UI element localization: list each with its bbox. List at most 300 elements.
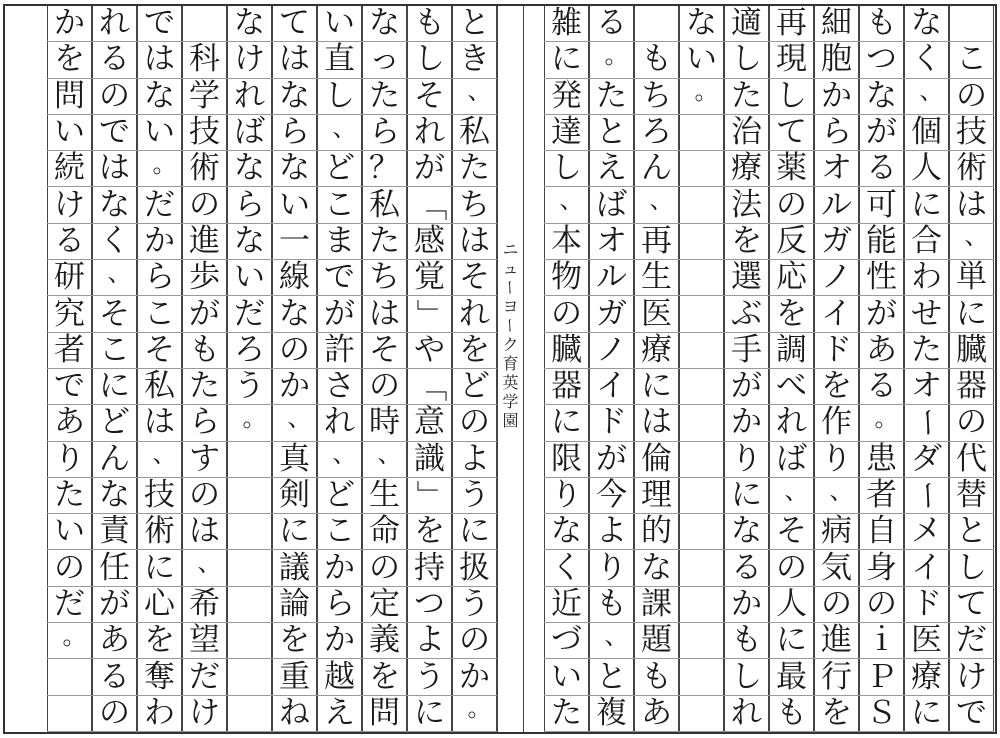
character-cell: し <box>949 551 994 587</box>
character-cell: 臓 <box>949 333 994 369</box>
character-cell: ち <box>362 260 407 296</box>
character-cell: 課 <box>634 587 679 623</box>
character-cell: の <box>949 79 994 115</box>
character-cell: れ <box>227 79 272 115</box>
character-cell: た <box>362 79 407 115</box>
character-cell: 直 <box>317 42 362 78</box>
character-cell: が <box>317 296 362 332</box>
character-cell: が <box>407 151 452 187</box>
character-cell: に <box>272 514 317 550</box>
character-cell: 命 <box>362 514 407 550</box>
character-cell: 作 <box>814 405 859 441</box>
character-cell: ら <box>227 188 272 224</box>
character-cell: 義 <box>362 623 407 659</box>
character-cell: 感 <box>407 224 452 260</box>
character-cell: か <box>272 369 317 405</box>
character-cell: 」 <box>407 478 452 514</box>
character-cell: の <box>92 79 137 115</box>
character-cell: 、 <box>182 551 227 587</box>
character-cell: る <box>92 42 137 78</box>
character-cell: 剣 <box>272 478 317 514</box>
character-cell: の <box>859 587 904 623</box>
character-cell: わ <box>904 260 949 296</box>
character-cell: ど <box>317 151 362 187</box>
character-cell: た <box>452 151 497 187</box>
character-cell: 今 <box>589 478 634 514</box>
character-cell: し <box>724 42 769 78</box>
character-cell: り <box>589 551 634 587</box>
character-cell: の <box>182 478 227 514</box>
character-cell: オ <box>904 369 949 405</box>
character-cell: 雑 <box>544 6 589 42</box>
character-cell <box>949 6 994 42</box>
character-cell <box>227 478 272 514</box>
character-cell: 覚 <box>407 260 452 296</box>
character-cell: 術 <box>137 514 182 550</box>
character-cell: 的 <box>634 514 679 550</box>
character-cell: 療 <box>634 333 679 369</box>
character-cell: 最 <box>769 659 814 695</box>
character-cell: ド <box>814 333 859 369</box>
character-cell: 者 <box>47 333 92 369</box>
character-cell: ん <box>634 151 679 187</box>
character-cell: を <box>814 696 859 732</box>
character-cell: ば <box>769 442 814 478</box>
character-cell: い <box>317 6 362 42</box>
character-cell: に <box>634 369 679 405</box>
character-cell: 研 <box>47 260 92 296</box>
character-cell: そ <box>769 514 814 550</box>
character-cell: の <box>544 296 589 332</box>
character-cell: い <box>679 42 724 78</box>
character-cell: 、 <box>137 442 182 478</box>
character-cell: こ <box>92 333 137 369</box>
character-cell: し <box>407 42 452 78</box>
character-cell: 細 <box>814 6 859 42</box>
character-cell: な <box>92 478 137 514</box>
character-cell: も <box>182 333 227 369</box>
character-cell: 気 <box>814 551 859 587</box>
character-cell: ら <box>362 115 407 151</box>
character-cell: な <box>859 79 904 115</box>
text-column <box>859 6 904 732</box>
character-cell: 私 <box>452 115 497 151</box>
character-cell: 。 <box>47 623 92 659</box>
text-column <box>182 6 227 732</box>
character-cell: け <box>47 188 92 224</box>
character-cell: 問 <box>47 79 92 115</box>
character-cell: ち <box>634 79 679 115</box>
character-cell: 、 <box>317 442 362 478</box>
character-cell <box>634 6 679 42</box>
character-cell: 生 <box>634 260 679 296</box>
character-cell: は <box>137 42 182 78</box>
character-cell: で <box>92 115 137 151</box>
character-cell: メ <box>904 514 949 550</box>
character-cell: っ <box>362 42 407 78</box>
text-column <box>724 6 769 732</box>
character-cell: 限 <box>544 442 589 478</box>
character-cell: 時 <box>362 405 407 441</box>
character-cell <box>679 514 724 550</box>
character-cell <box>679 151 724 187</box>
character-cell: を <box>407 514 452 550</box>
character-cell: 、 <box>769 478 814 514</box>
character-cell: ぶ <box>724 296 769 332</box>
character-cell: ド <box>589 405 634 441</box>
character-cell: あ <box>47 405 92 441</box>
character-cell: よ <box>407 623 452 659</box>
character-cell: は <box>272 42 317 78</box>
character-cell: 、 <box>949 224 994 260</box>
character-cell: 現 <box>769 42 814 78</box>
character-cell: オ <box>814 151 859 187</box>
character-cell: を <box>724 224 769 260</box>
character-cell: 調 <box>769 333 814 369</box>
character-cell <box>679 405 724 441</box>
character-cell: 論 <box>272 587 317 623</box>
character-cell: を <box>769 296 814 332</box>
character-cell: 身 <box>859 551 904 587</box>
character-cell: 。 <box>137 151 182 187</box>
character-cell: 扱 <box>452 551 497 587</box>
character-cell: け <box>949 659 994 695</box>
character-cell: な <box>272 296 317 332</box>
character-cell: 、 <box>362 442 407 478</box>
character-cell: 近 <box>544 587 589 623</box>
character-cell: に <box>92 369 137 405</box>
character-cell: く <box>904 42 949 78</box>
character-cell <box>182 6 227 42</box>
character-cell <box>227 551 272 587</box>
character-cell: そ <box>92 296 137 332</box>
character-cell: を <box>452 333 497 369</box>
character-cell: 越 <box>317 659 362 695</box>
character-cell: の <box>949 405 994 441</box>
character-cell: す <box>182 442 227 478</box>
character-cell: に <box>137 551 182 587</box>
character-cell: と <box>949 514 994 550</box>
character-cell: よ <box>589 514 634 550</box>
character-cell: の <box>452 623 497 659</box>
character-cell: か <box>724 587 769 623</box>
character-cell: 続 <box>47 151 92 187</box>
character-cell: 達 <box>544 115 589 151</box>
character-cell <box>227 696 272 732</box>
character-cell: は <box>137 405 182 441</box>
character-cell <box>679 659 724 695</box>
character-cell: イ <box>904 551 949 587</box>
character-cell: 術 <box>182 151 227 187</box>
character-cell <box>679 260 724 296</box>
character-cell: 可 <box>859 188 904 224</box>
character-cell: 歩 <box>182 260 227 296</box>
character-cell: 理 <box>634 478 679 514</box>
character-cell: の <box>769 188 814 224</box>
character-cell: 発 <box>544 79 589 115</box>
text-column <box>679 6 724 732</box>
character-cell: の <box>814 587 859 623</box>
character-cell: ろ <box>227 333 272 369</box>
character-cell: て <box>272 6 317 42</box>
character-cell <box>679 551 724 587</box>
character-cell: で <box>47 369 92 405</box>
character-cell: だ <box>47 587 92 623</box>
character-cell: を <box>272 623 317 659</box>
character-cell: も <box>634 659 679 695</box>
character-cell: 、 <box>317 115 362 151</box>
character-cell: ら <box>272 115 317 151</box>
character-cell: ダ <box>904 442 949 478</box>
character-cell: 定 <box>362 587 407 623</box>
character-cell: ば <box>589 188 634 224</box>
character-cell: ど <box>317 478 362 514</box>
character-cell: は <box>362 296 407 332</box>
character-cell: 胞 <box>814 42 859 78</box>
character-cell: ？ <box>362 151 407 187</box>
character-cell: 病 <box>814 514 859 550</box>
character-cell: せ <box>904 296 949 332</box>
character-cell: 一 <box>272 224 317 260</box>
character-cell: 線 <box>272 260 317 296</box>
character-cell: な <box>137 79 182 115</box>
school-name: ニ ュ ー ヨ ー ク 育 英 学 園 <box>500 240 520 430</box>
character-cell: 究 <box>47 296 92 332</box>
character-cell: ど <box>92 405 137 441</box>
character-cell: 。 <box>227 405 272 441</box>
character-cell: ガ <box>589 296 634 332</box>
character-cell: 技 <box>182 115 227 151</box>
character-cell: 合 <box>904 224 949 260</box>
character-cell: 術 <box>949 151 994 187</box>
character-cell: か <box>452 659 497 695</box>
character-cell: る <box>92 659 137 695</box>
character-cell: そ <box>407 79 452 115</box>
character-cell <box>679 442 724 478</box>
text-column <box>227 6 272 732</box>
character-cell: し <box>724 659 769 695</box>
character-cell: う <box>452 587 497 623</box>
character-cell <box>227 659 272 695</box>
character-cell <box>679 115 724 151</box>
character-cell: が <box>859 296 904 332</box>
character-cell <box>679 188 724 224</box>
character-cell: か <box>724 405 769 441</box>
character-cell: 技 <box>949 115 994 151</box>
character-cell: だ <box>227 296 272 332</box>
character-cell <box>679 296 724 332</box>
character-cell: 学 <box>182 79 227 115</box>
character-cell: ね <box>272 696 317 732</box>
character-cell: 重 <box>272 659 317 695</box>
character-cell: 許 <box>317 333 362 369</box>
character-cell: 、 <box>272 405 317 441</box>
character-cell: 。 <box>859 405 904 441</box>
character-cell: 持 <box>407 551 452 587</box>
character-cell: は <box>92 151 137 187</box>
character-cell: 責 <box>92 514 137 550</box>
character-cell: そ <box>452 260 497 296</box>
character-cell: え <box>589 151 634 187</box>
character-cell <box>679 587 724 623</box>
character-cell: た <box>47 478 92 514</box>
character-cell: 、 <box>814 478 859 514</box>
character-cell: 私 <box>137 369 182 405</box>
character-cell <box>679 224 724 260</box>
character-cell: こ <box>137 296 182 332</box>
character-cell: が <box>589 442 634 478</box>
character-cell: わ <box>137 696 182 732</box>
character-cell: 」 <box>407 296 452 332</box>
character-cell: つ <box>407 587 452 623</box>
character-cell <box>679 696 724 732</box>
character-cell: な <box>272 151 317 187</box>
text-column <box>904 6 949 732</box>
character-cell: 奪 <box>137 659 182 695</box>
character-cell: こ <box>949 42 994 78</box>
character-cell: れ <box>452 296 497 332</box>
character-cell: れ <box>317 405 362 441</box>
character-cell: る <box>724 551 769 587</box>
character-cell: は <box>452 224 497 260</box>
character-cell: の <box>92 696 137 732</box>
character-cell: 。 <box>452 696 497 732</box>
character-cell: イ <box>814 296 859 332</box>
character-cell: ド <box>904 587 949 623</box>
character-cell: に <box>544 405 589 441</box>
character-cell: か <box>814 79 859 115</box>
character-cell: そ <box>137 333 182 369</box>
character-cell <box>227 623 272 659</box>
character-cell <box>227 587 272 623</box>
character-cell: 医 <box>634 296 679 332</box>
character-cell: を <box>47 42 92 78</box>
character-cell: ら <box>814 115 859 151</box>
character-cell: 個 <box>904 115 949 151</box>
character-cell <box>227 442 272 478</box>
character-cell: 倫 <box>634 442 679 478</box>
character-cell: あ <box>634 696 679 732</box>
character-cell: 代 <box>949 442 994 478</box>
character-cell: ら <box>137 260 182 296</box>
character-cell: た <box>544 696 589 732</box>
character-cell: つ <box>859 42 904 78</box>
character-cell: る <box>859 151 904 187</box>
character-cell: 識 <box>407 442 452 478</box>
character-cell: た <box>904 333 949 369</box>
character-cell: 性 <box>859 260 904 296</box>
character-cell: ー <box>904 405 949 441</box>
character-cell: ま <box>317 224 362 260</box>
character-cell: ど <box>452 369 497 405</box>
character-cell: れ <box>769 405 814 441</box>
character-cell: な <box>362 6 407 42</box>
character-cell: 、 <box>904 79 949 115</box>
character-cell: が <box>859 115 904 151</box>
character-cell: が <box>92 587 137 623</box>
character-cell: 人 <box>904 151 949 187</box>
character-cell: 問 <box>362 696 407 732</box>
character-cell <box>47 696 92 732</box>
character-cell: の <box>362 551 407 587</box>
character-cell: 進 <box>182 224 227 260</box>
character-cell: Ｓ <box>859 696 904 732</box>
character-cell: 臓 <box>544 333 589 369</box>
character-cell: 真 <box>272 442 317 478</box>
character-cell: れ <box>407 115 452 151</box>
character-cell: の <box>452 405 497 441</box>
character-cell: 題 <box>634 623 679 659</box>
character-cell: 複 <box>589 696 634 732</box>
character-cell: こ <box>317 188 362 224</box>
character-cell: い <box>47 115 92 151</box>
character-cell: だ <box>949 623 994 659</box>
character-cell: を <box>362 659 407 695</box>
character-cell: な <box>272 79 317 115</box>
character-cell: に <box>769 623 814 659</box>
character-cell: と <box>589 115 634 151</box>
character-cell: や <box>407 333 452 369</box>
character-cell: ー <box>904 478 949 514</box>
character-cell: く <box>544 551 589 587</box>
character-cell: づ <box>544 623 589 659</box>
character-cell: の <box>182 188 227 224</box>
character-cell: こ <box>317 514 362 550</box>
character-cell: た <box>724 79 769 115</box>
text-column <box>317 6 362 732</box>
character-cell: も <box>724 623 769 659</box>
character-cell: の <box>47 551 92 587</box>
text-column <box>452 6 497 732</box>
character-cell: 療 <box>724 151 769 187</box>
text-column <box>949 6 994 732</box>
character-cell: け <box>182 696 227 732</box>
text-column <box>814 6 859 732</box>
character-cell <box>47 659 92 695</box>
character-cell: 再 <box>769 6 814 42</box>
character-cell: も <box>407 6 452 42</box>
character-cell: と <box>452 6 497 42</box>
character-cell: だ <box>182 659 227 695</box>
character-cell: 適 <box>724 6 769 42</box>
character-cell: 医 <box>904 623 949 659</box>
text-column <box>47 6 92 732</box>
character-cell: で <box>949 696 994 732</box>
character-cell: る <box>859 369 904 405</box>
character-cell: き <box>452 42 497 78</box>
character-cell: る <box>47 224 92 260</box>
text-column <box>407 6 452 732</box>
character-cell: れ <box>92 6 137 42</box>
character-cell: 選 <box>724 260 769 296</box>
character-cell: り <box>724 442 769 478</box>
character-cell: な <box>679 6 724 42</box>
character-cell: 替 <box>949 478 994 514</box>
character-cell: し <box>317 79 362 115</box>
character-cell: 、 <box>544 188 589 224</box>
character-cell: 治 <box>724 115 769 151</box>
character-cell: れ <box>724 696 769 732</box>
character-cell: 、 <box>452 79 497 115</box>
character-cell: は <box>634 405 679 441</box>
character-cell: し <box>544 151 589 187</box>
character-cell: よ <box>452 442 497 478</box>
character-cell: か <box>317 551 362 587</box>
character-cell: ら <box>182 405 227 441</box>
character-cell: 科 <box>182 42 227 78</box>
character-cell: に <box>904 188 949 224</box>
character-cell: え <box>317 696 362 732</box>
